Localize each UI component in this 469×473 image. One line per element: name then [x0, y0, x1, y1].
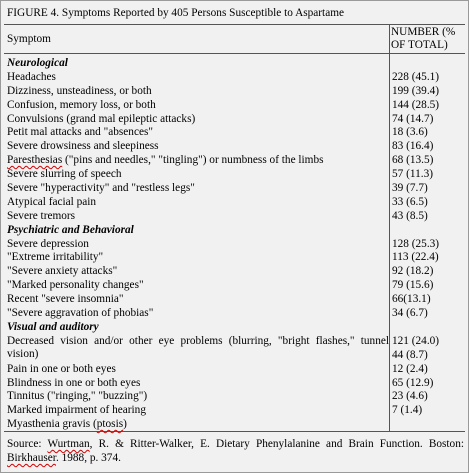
source-citation: [7, 437, 464, 465]
table-row: [1, 279, 468, 293]
source-text: Source:: [7, 438, 48, 450]
number-cell: 39 (7.7): [392, 182, 428, 195]
symptom-cell: Headaches: [7, 70, 56, 83]
number-header-line1: NUMBER (%: [391, 26, 456, 38]
table-row: [1, 182, 468, 196]
number-cell: 74 (14.7): [392, 112, 434, 125]
section-header-visual-auditory: [1, 321, 468, 335]
section-label: Visual and auditory: [7, 320, 99, 333]
symptom-cell: Petit mal attacks and "absences": [7, 126, 153, 139]
number-cell: 66(13.1): [392, 293, 431, 306]
symptom-cell: Severe slurring of speech: [7, 168, 122, 181]
symptom-cell: Severe tremors: [7, 209, 76, 222]
source-text: . 1988, p. 374.: [55, 452, 121, 464]
symptom-cell: [7, 154, 389, 168]
table-row: [1, 196, 468, 210]
table-row: [1, 363, 468, 377]
spellcheck-word: Paresthesias: [7, 154, 63, 167]
section-header-psychiatric: [1, 224, 468, 238]
symptom-cell: [7, 418, 389, 432]
number-cell: 83 (16.4): [392, 140, 434, 153]
symptom-cell: Recent "severe insomnia": [7, 293, 124, 306]
table-body: [1, 57, 468, 432]
number-cell: 57 (11.3): [392, 168, 433, 181]
spellcheck-word: ptosis: [96, 418, 124, 431]
table-row: [1, 307, 468, 321]
number-cell: 121 (24.0): [392, 334, 440, 347]
number-cell: 43 (8.5): [392, 209, 428, 222]
number-cell: 65 (12.9): [392, 376, 434, 389]
number-cell: 7 (1.4): [392, 404, 423, 417]
symptom-cell: Decreased vision and/or other eye problems (blurring, "bright flashes," tunnel vision): [7, 334, 389, 361]
number-cell: 144 (28.5): [392, 98, 440, 111]
symptom-text: ): [123, 418, 127, 431]
table-row: [1, 293, 468, 307]
symptom-cell: "Extreme irritability": [7, 251, 104, 264]
table-row: [1, 168, 468, 182]
spellcheck-word: Birkhauser: [7, 452, 56, 464]
number-cell: 18 (3.6): [392, 126, 428, 139]
table-row: [1, 126, 468, 140]
spellcheck-word: Wurtman: [47, 438, 90, 450]
symptom-cell: Atypical facial pain: [7, 195, 97, 208]
symptom-cell: Severe "hyperactivity" and "restless legs": [7, 182, 195, 195]
source-text: , R. & Ritter-Walker, E. Dietary Phenylalanine and Brain Function. Boston:: [89, 438, 464, 450]
table-row: [1, 140, 468, 154]
number-cell: 199 (39.4): [392, 84, 440, 97]
table-row: [1, 377, 468, 391]
table-row: [1, 210, 468, 224]
number-header-line2: OF TOTAL): [391, 39, 448, 51]
symptom-cell: "Severe aggravation of phobias": [7, 307, 154, 320]
symptom-cell: Tinnitus ("ringing," "buzzing"): [7, 390, 148, 403]
table-row: [1, 238, 468, 252]
number-cell: 228 (45.1): [392, 70, 440, 83]
number-column-header: [391, 26, 466, 52]
number-cell: 23 (4.6): [392, 390, 428, 403]
symptom-cell: "Marked personality changes": [7, 279, 144, 292]
symptom-cell: Confusion, memory loss, or both: [7, 98, 156, 111]
table-title: FIGURE 4. Symptoms Reported by 405 Persons Susceptible to Aspartame: [7, 7, 345, 19]
rule-under-title: [4, 24, 465, 25]
symptom-text: Myasthenia gravis (: [7, 418, 97, 431]
symptom-cell: Severe drowsiness and sleepiness: [7, 140, 159, 153]
number-cell: 12 (2.4): [392, 362, 428, 375]
symptom-cell: Marked impairment of hearing: [7, 404, 146, 417]
section-label: Neurological: [7, 57, 68, 69]
number-cell: 92 (18.2): [392, 265, 434, 278]
symptom-cell: Convulsions (grand mal epileptic attacks): [7, 112, 196, 125]
symptom-text: ("pins and needles," "tingling") or numbness of the limbs: [62, 154, 324, 167]
table-row: [1, 85, 468, 99]
section-label: Psychiatric and Behavioral: [7, 223, 134, 236]
table-row: [1, 335, 468, 363]
symptom-cell: Blindness in one or both eyes: [7, 376, 141, 389]
table-row: [1, 404, 468, 418]
number-cell: 44 (8.7): [392, 348, 428, 361]
table-row: [1, 265, 468, 279]
table-row: [1, 113, 468, 127]
section-header-neurological: [1, 57, 468, 71]
symptom-cell: Severe depression: [7, 237, 89, 250]
symptom-cell: "Severe anxiety attacks": [7, 265, 118, 278]
symptom-cell: Pain in one or both eyes: [7, 362, 116, 375]
table-row: [1, 390, 468, 404]
number-cell: 79 (15.6): [392, 279, 434, 292]
symptom-cell: Dizziness, unsteadiness, or both: [7, 84, 152, 97]
symptom-column-header: Symptom: [7, 33, 51, 45]
number-cell: 68 (13.5): [392, 154, 434, 167]
table-row: [1, 251, 468, 265]
table-row: [1, 71, 468, 85]
number-cell: 34 (6.7): [392, 307, 428, 320]
number-cell: 128 (25.3): [392, 237, 440, 250]
number-cell: 113 (22.4): [392, 251, 439, 264]
table-row: [1, 154, 468, 168]
table-row: [1, 418, 468, 432]
table-row: [1, 99, 468, 113]
rule-under-header: [4, 53, 465, 54]
number-cell: 33 (6.5): [392, 195, 428, 208]
